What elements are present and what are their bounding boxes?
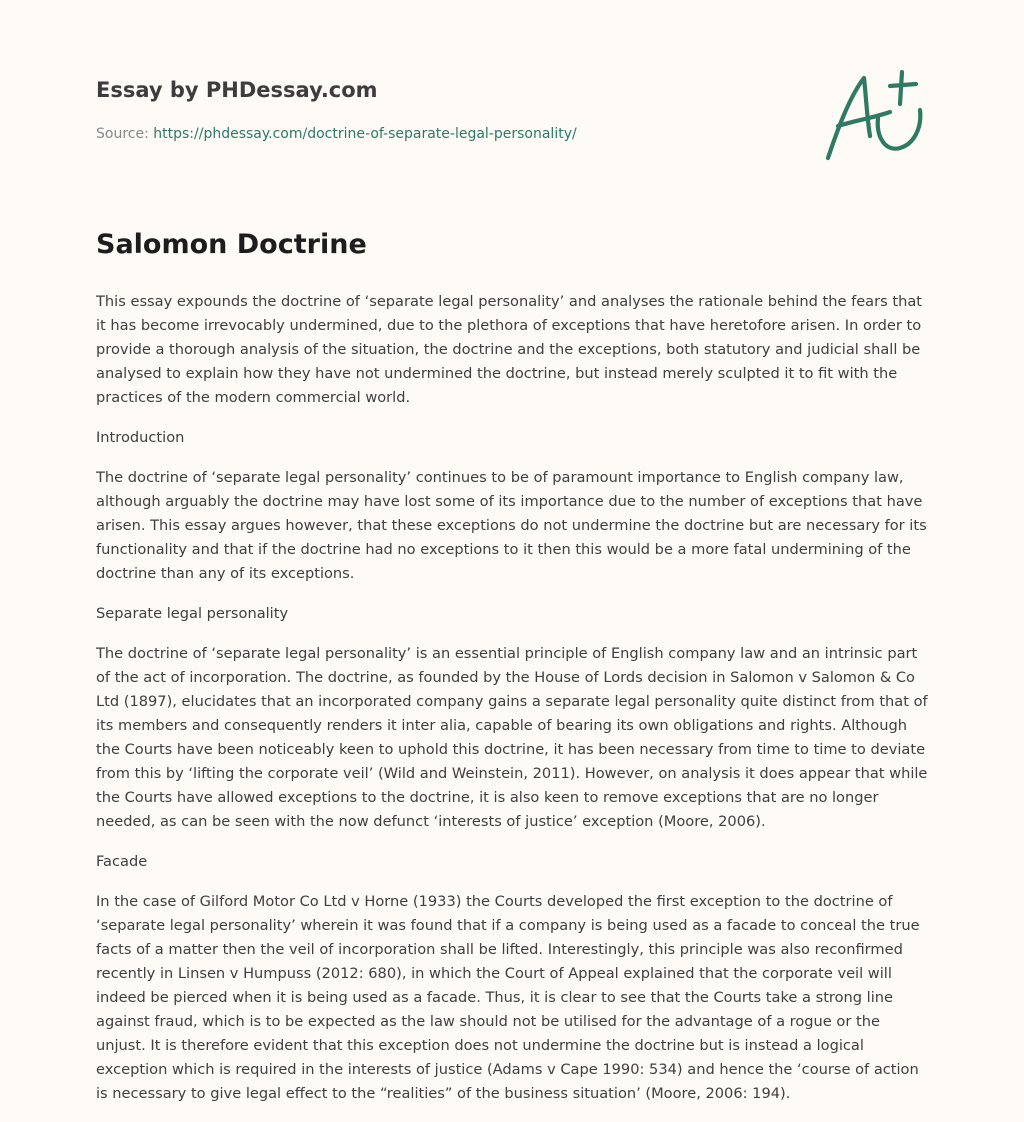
paragraph-separate-legal-personality: The doctrine of ‘separate legal personality’ is an essential principle of English company law and an intrinsic part of the act of incorporation. The doctrine, as founded by the House of Lords decision in Salomon v Salomon & Co Ltd (1897), elucidates that an incorporated company gains a separate legal personality quite distinct from that of its members and consequently renders it inter alia, capable of bearing its own obligations and rights. Although the Courts have been noticeably keen to uphold this doctrine, it has been necessary from time to time to deviate from this by ‘lifting the corporate veil’ (Wild and Weinstein, 2011). However, on analysis it does appear that while the Courts have allowed exceptions to the doctrine, it is also keen to remove exceptions that are no longer needed, as can be seen with the now defunct ‘interests of justice’ exception (Moore, 2006). (96, 645, 928, 830)
site-brand: Essay by PHDessay.com (96, 78, 378, 102)
section-heading-separate-legal-personality: Separate legal personality (96, 605, 289, 622)
page-header (96, 76, 796, 144)
source-link[interactable]: https://phdessay.com/doctrine-of-separate-legal-personality/ (153, 126, 577, 142)
paragraph-introduction: The doctrine of ‘separate legal personality’ continues to be of paramount importance to English company law, although arguably the doctrine may have lost some of its importance due to the number of exceptions that have arisen. This essay argues however, that these exceptions do not undermine the doctrine but are necessary for its functionality and that if the doctrine had no exceptions to it then this would be a more fatal undermining of the doctrine than any of its exceptions. (96, 469, 927, 582)
paragraph-facade: In the case of Gilford Motor Co Ltd v Horne (1933) the Courts developed the first exception to the doctrine of ‘separate legal personality’ wherein it was found that if a company is being used as a facade to conceal the true facts of a matter then the veil of incorporation shall be lifted. Interestingly, this principle was also reconfirmed recently in Linsen v Humpuss (2012: 680), in which the Court of Appeal explained that the corporate veil will indeed be pierced when it is being used as a facade. Thus, it is clear to see that the Courts take a strong line against fraud, which is to be expected as the law should not be utilised for the advantage of a rogue or the unjust. It is therefore evident that this exception does not undermine the doctrine but is instead a logical exception which is required in the interests of justice (Adams v Cape 1990: 534) and hence the ‘course of action is necessary to give legal effect to the “realities” of the business situation’ (Moore, 2006: 194). (96, 893, 920, 1102)
section-heading-facade: Facade (96, 853, 148, 870)
essay-title: Salomon Doctrine (96, 229, 367, 260)
section-heading-introduction: Introduction (96, 429, 185, 446)
source-label: Source: (96, 126, 154, 142)
paragraph-abstract: This essay expounds the doctrine of ‘separate legal personality’ and analyses the rationale behind the fears that it has become irrevocably undermined, due to the plethora of exceptions that have heretofore arisen. In order to provide a thorough analysis of the situation, the doctrine and the exceptions, both statutory and judicial shall be analysed to explain how they have not undermined the doctrine, but instead merely sculpted it to fit with the practices of the modern commercial world. (96, 293, 923, 406)
essay-article (96, 226, 930, 1122)
a-plus-logo-icon (820, 66, 930, 166)
source-line (96, 124, 796, 144)
